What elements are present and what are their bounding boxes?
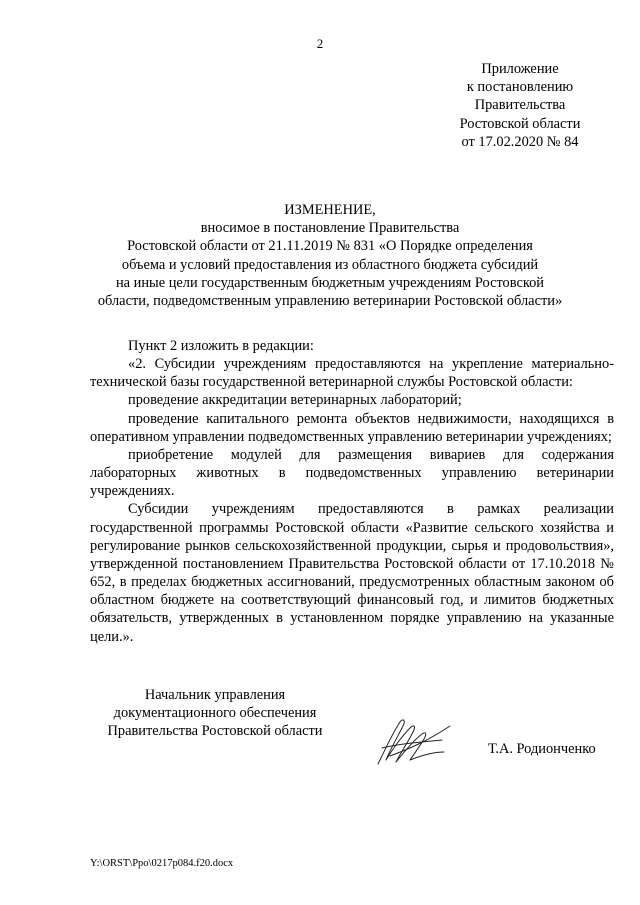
appendix-line: Ростовской области (459, 115, 581, 132)
title-line: вносимое в постановление Правительства (200, 220, 460, 237)
title-heading: ИЗМЕНЕНИЕ, (284, 202, 376, 218)
file-path: Y:\ORST\Ppo\0217p084.f20.docx (90, 858, 234, 869)
body-intro: Пункт 2 изложить в редакции: (128, 338, 314, 354)
appendix-line: Приложение (481, 61, 559, 77)
appendix-line: от 17.02.2020 № 84 (461, 133, 579, 150)
position-line: Правительства Ростовской области (107, 723, 323, 740)
signatory-position (90, 686, 340, 741)
title-line: на иные цели государственным бюджетным учреждениям Ростовской (115, 274, 545, 291)
body-paragraph: Субсидии учреждениям предоставляются в рамках реализации государственной программы Ростовской области «Развитие сельского хозяйства и регулирование рынков сельскохозяйственной продукции, сырья и продовольствия», утвержденной постановлением Правительства Ростовской области от 17.10.2018 № 652, в пределах бюджетных ассигнований, предусмотренных областным законом об областном бюджете на соответствующий финансовый год, и лимитов бюджетных обязательств, утвержденных в установленном порядке управлению на указанные цели.». (90, 501, 614, 645)
position-line: документационного обеспечения (113, 705, 317, 722)
document-title (60, 201, 600, 310)
body-paragraph: проведение капитального ремонта объектов недвижимости, находящихся в оперативном управлении подведомственных управлению ветеринарии учреждениях; (90, 410, 614, 445)
signer-name: Т.А. Родионченко (488, 741, 596, 757)
appendix-line: к постановлению (466, 79, 574, 96)
handwritten-signature (370, 712, 460, 772)
page-number: 2 (316, 36, 324, 51)
title-line: области, подведомственным управлению ветеринарии Ростовской области» (97, 293, 563, 310)
body-paragraph: проведение аккредитации ветеринарных лабораторий; (128, 392, 462, 409)
position-line: Начальник управления (144, 687, 286, 703)
title-line: объема и условий предоставления из областного бюджета субсидий (121, 256, 539, 273)
appendix-line: Правительства (474, 97, 566, 114)
document-body (90, 337, 614, 646)
title-line: Ростовской области от 21.11.2019 № 831 «О Порядке определения (127, 238, 533, 255)
body-paragraph: приобретение модулей для размещения вивариев для содержания лабораторных животных в подведомственных управлению ветеринарии учреждениях. (90, 446, 614, 500)
body-paragraph: «2. Субсидии учреждениям предоставляются на укрепление материально-технической базы государственной ветеринарной службы Ростовской области: (90, 356, 614, 391)
appendix-header (420, 60, 620, 151)
